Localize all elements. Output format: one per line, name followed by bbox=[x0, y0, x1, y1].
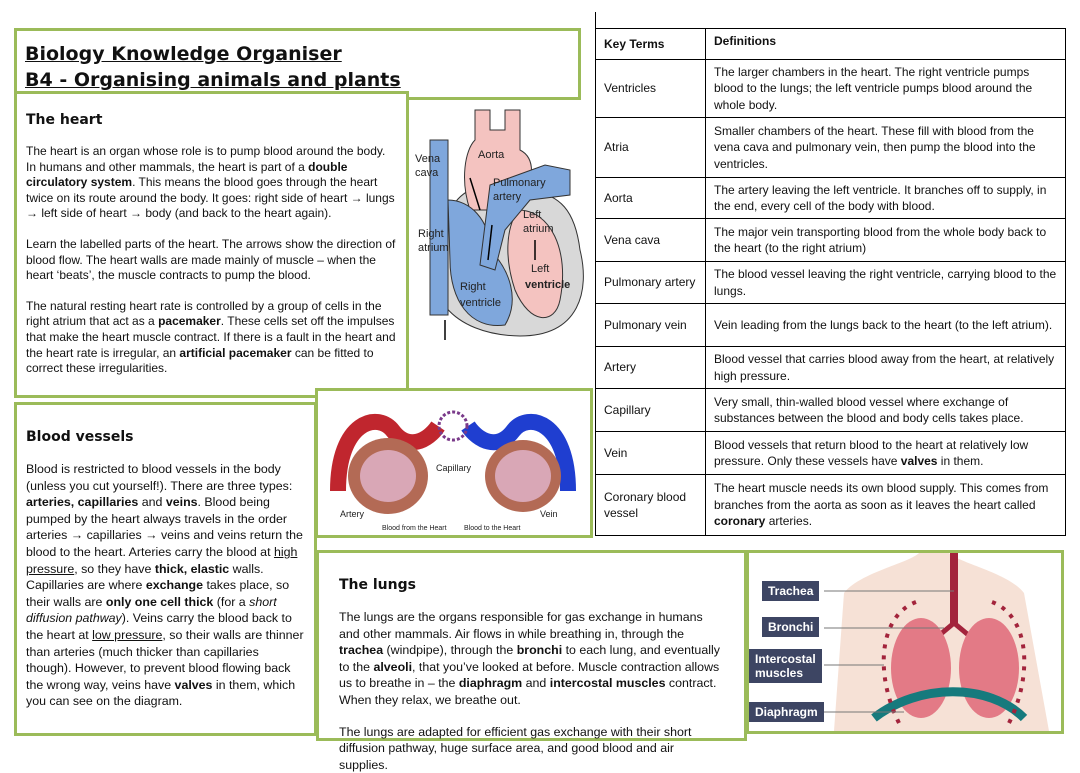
text-run: (windpipe), through the bbox=[383, 643, 517, 658]
section-heading: The heart bbox=[26, 112, 103, 128]
label-bronchi: Bronchi bbox=[762, 617, 819, 637]
text-run: The natural resting heart rate is controlled by a group of cells in the right atrium that act as a bbox=[26, 298, 382, 329]
text-run: The larger chambers in the heart. The right ventricle pumps blood to the lungs; the left ventricle pumps blood around the whole body. bbox=[714, 64, 1033, 112]
text-run: The lungs are adapted for efficient gas exchange with their short diffusion pathway, huge surface area, and good blood and air supplies. bbox=[339, 724, 692, 772]
text-run: . This means the blood goes through the heart twice on its route around the body. It goes: right side of heart → lungs → left side of heart → body (and back to the heart again). bbox=[26, 175, 395, 221]
lungs-section bbox=[316, 550, 747, 772]
label-vena-cava-2: cava bbox=[415, 167, 439, 179]
text-run: The lungs are the organs responsible for gas exchange in humans and other mammals. Air flows in while breathing in, through the bbox=[339, 610, 703, 641]
text-run: in them, which you can see on the diagram. bbox=[26, 677, 296, 709]
text-run: Smaller chambers of the heart. These fill with blood from the vena cava and pulmonary vein, then pump the blood into the ventricles. bbox=[714, 123, 1036, 171]
bold-term: arteries, capillaries bbox=[26, 495, 139, 510]
paragraph bbox=[26, 237, 397, 284]
label-right-ventricle-2: ventricle bbox=[460, 297, 501, 309]
label-left-atrium: Left bbox=[523, 209, 542, 221]
blood-vessel-diagram bbox=[315, 388, 593, 538]
bold-term: trachea bbox=[339, 643, 384, 658]
label-blood-from-heart: Blood from the Heart bbox=[382, 525, 447, 532]
heart-section bbox=[14, 91, 409, 398]
text-run: Learn the labelled parts of the heart. The arrows show the direction of blood flow. The heart walls are made mainly of muscle – when the heart ‘beats’, the muscle contracts to pump the blood. bbox=[26, 236, 396, 283]
label-diaphragm: Diaphragm bbox=[749, 702, 824, 722]
text-run: Vein leading from the lungs back to the heart (to the left atrium). bbox=[714, 317, 1053, 332]
section-heading: The lungs bbox=[339, 577, 416, 593]
paragraph bbox=[339, 609, 724, 709]
text-run: Blood vessel that carries blood away from the heart, at relatively high pressure. bbox=[714, 352, 1055, 383]
paragraph bbox=[26, 299, 397, 377]
label-trachea: Trachea bbox=[762, 581, 819, 601]
table-header bbox=[596, 29, 1066, 60]
heart-diagram bbox=[410, 100, 592, 340]
bold-term: valves bbox=[900, 454, 938, 468]
table-row bbox=[596, 347, 1066, 389]
table-row bbox=[596, 304, 1066, 347]
key-terms-table bbox=[595, 28, 1066, 536]
blood-vessels-text bbox=[26, 461, 305, 710]
definition bbox=[706, 60, 1066, 118]
blood-vessels-section bbox=[14, 402, 317, 736]
title-box bbox=[14, 28, 581, 100]
text-run: can be fitted to correct these irregularities. bbox=[26, 345, 374, 376]
text-run: contract. When they relax, we breathe out. bbox=[339, 676, 717, 707]
lungs-diagram bbox=[746, 550, 1064, 734]
paragraph bbox=[26, 144, 397, 222]
definition bbox=[706, 304, 1066, 347]
text-run: (for a bbox=[213, 594, 250, 609]
bold-term: pacemaker bbox=[158, 314, 221, 329]
key-term: Ventricles bbox=[596, 60, 706, 118]
definition bbox=[706, 178, 1066, 219]
text-run: . These cells set off the impulses that make the heart muscle contract. If there is a fault in the heart and the heart rate is irregular, an bbox=[26, 314, 396, 360]
table-row bbox=[596, 60, 1066, 118]
text-run: Blood is restricted to blood vessels in the body (unless you cut yourself!). There are three types: bbox=[26, 462, 293, 493]
lungs-text bbox=[339, 609, 724, 773]
label-left-ventricle: Left bbox=[531, 263, 550, 275]
definition bbox=[706, 432, 1066, 475]
key-term: Vein bbox=[596, 432, 706, 475]
key-term: Coronary blood vessel bbox=[596, 475, 706, 536]
label-vena-cava: Vena bbox=[415, 153, 441, 165]
text-run: Blood vessels that return blood to the heart at relatively low pressure. Only these vessels have bbox=[714, 437, 1029, 468]
key-term: Capillary bbox=[596, 389, 706, 432]
heart-text bbox=[26, 144, 397, 377]
table-row bbox=[596, 262, 1066, 304]
definition bbox=[706, 219, 1066, 262]
label-left-ventricle-2: ventricle bbox=[525, 279, 571, 291]
page-title: Biology Knowledge Organiser bbox=[25, 43, 342, 65]
text-run: in them. bbox=[937, 454, 984, 468]
text-run: The heart is an organ whose role is to pump blood around the body. In humans and other mammals, the heart is part of a bbox=[26, 144, 386, 174]
text-run: , so their walls are thinner than arteries (much thicker than capillaries though). However, to prevent blood flowing back the wrong way, veins have bbox=[26, 627, 304, 692]
table-row bbox=[596, 389, 1066, 432]
label-intercostal: Intercostal bbox=[755, 652, 816, 666]
text-run: arteries. bbox=[765, 514, 813, 529]
bold-term: bronchi bbox=[516, 643, 563, 658]
bold-term: alveoli bbox=[373, 659, 413, 674]
label-capillary: Capillary bbox=[436, 463, 472, 473]
label-artery: Artery bbox=[340, 509, 365, 519]
bold-term: valves bbox=[174, 677, 213, 692]
text-run: The heart muscle needs its own blood supply. This comes from branches from the aorta as soon as it leaves the heart called bbox=[714, 481, 1049, 512]
table-row bbox=[596, 432, 1066, 475]
text-run: The artery leaving the left ventricle. It branches off to supply, in the end, every cell of the body with blood. bbox=[714, 182, 1047, 213]
text-run: and bbox=[522, 676, 550, 691]
page-subtitle: B4 - Organising animals and plants bbox=[25, 69, 401, 91]
table-row bbox=[596, 475, 1066, 536]
bold-term: thick, elastic bbox=[154, 561, 230, 576]
text-run: short diffusion pathway bbox=[26, 594, 277, 626]
label-intercostal-2: muscles bbox=[755, 666, 804, 680]
label-vein: Vein bbox=[540, 509, 558, 519]
text-run: to each lung, and eventually to the bbox=[339, 643, 720, 674]
key-term: Atria bbox=[596, 118, 706, 178]
key-term: Pulmonary artery bbox=[596, 262, 706, 304]
definition bbox=[706, 475, 1066, 536]
text-run: , that you’ve looked at before. Muscle contraction allows us to breathe in – the bbox=[339, 659, 720, 691]
bold-term: artificial pacemaker bbox=[179, 345, 292, 360]
text-run: walls. Capillaries are where bbox=[26, 561, 264, 593]
label-aorta: Aorta bbox=[478, 149, 505, 161]
text-run: Very small, thin-walled blood vessel where exchange of substances between the blood and body cells takes place. bbox=[714, 394, 1024, 425]
text-run: The major vein transporting blood from the whole body back to the heart (to the right atrium) bbox=[714, 224, 1047, 255]
definition bbox=[706, 389, 1066, 432]
text-run: takes place, so their walls are bbox=[26, 578, 290, 609]
paragraph bbox=[339, 724, 724, 773]
definition bbox=[706, 347, 1066, 389]
key-term: Artery bbox=[596, 347, 706, 389]
bold-term: coronary bbox=[714, 514, 766, 529]
section-heading: Blood vessels bbox=[26, 429, 134, 445]
label-right-atrium: Right bbox=[418, 228, 444, 240]
bold-term: only one cell thick bbox=[105, 594, 214, 609]
bold-term: diaphragm bbox=[458, 676, 523, 691]
bold-term: double circulatory system bbox=[26, 159, 348, 190]
table-row bbox=[596, 178, 1066, 219]
text-run: . Blood being pumped by the heart always travels in the order arteries → capillaries → veins and veins return the blood to the heart. Arteries carry the blood at bbox=[26, 495, 303, 559]
label-pulmonary-artery-2: artery bbox=[493, 191, 522, 203]
text-run: , so they have bbox=[74, 561, 155, 576]
definition bbox=[706, 262, 1066, 304]
key-term: Pulmonary vein bbox=[596, 304, 706, 347]
bold-term: exchange bbox=[145, 578, 204, 593]
bold-term: intercostal muscles bbox=[549, 676, 666, 691]
label-left-atrium-2: atrium bbox=[523, 223, 554, 235]
bold-term: veins bbox=[165, 495, 198, 510]
text-run: low pressure bbox=[92, 627, 163, 642]
table-row bbox=[596, 219, 1066, 262]
key-term: Aorta bbox=[596, 178, 706, 219]
label-blood-to-heart: Blood to the Heart bbox=[464, 525, 521, 532]
definition bbox=[706, 118, 1066, 178]
label-pulmonary-artery: Pulmonary bbox=[493, 177, 546, 189]
key-term: Vena cava bbox=[596, 219, 706, 262]
column-header: Definitions bbox=[706, 29, 1066, 60]
text-run: and bbox=[138, 495, 166, 510]
paragraph bbox=[26, 461, 305, 710]
table-row bbox=[596, 118, 1066, 178]
column-header: Key Terms bbox=[596, 29, 706, 60]
text-run: ). Veins carry the blood back to the heart at bbox=[26, 611, 292, 642]
label-right-atrium-2: atrium bbox=[418, 242, 449, 254]
text-run: high pressure bbox=[26, 544, 298, 576]
label-right-ventricle: Right bbox=[460, 281, 486, 293]
text-run: The blood vessel leaving the right ventricle, carrying blood to the lungs. bbox=[714, 267, 1057, 298]
